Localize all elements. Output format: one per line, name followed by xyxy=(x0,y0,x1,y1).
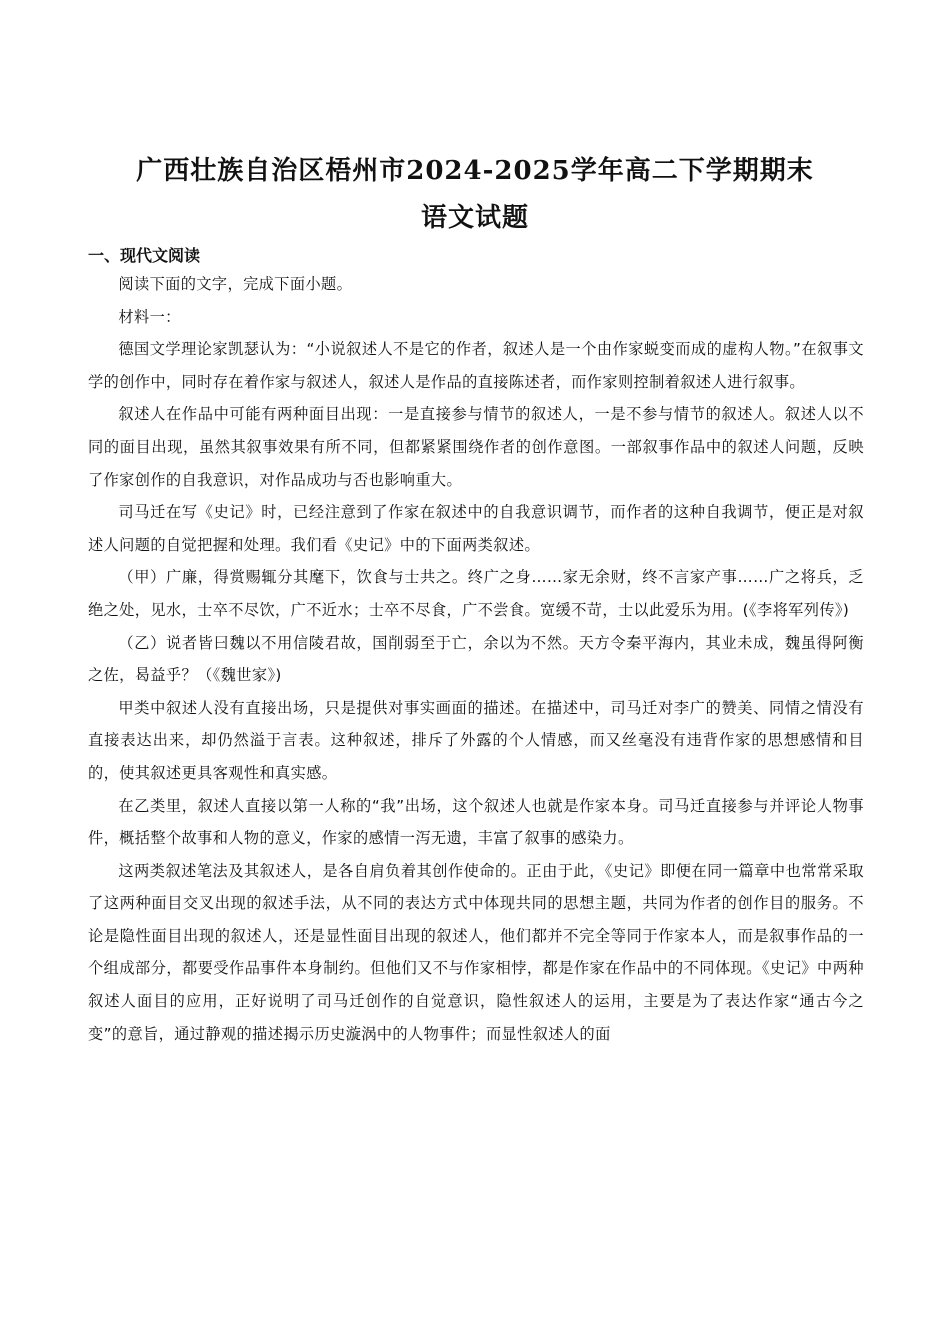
section-heading: 一、现代文阅读 xyxy=(88,246,201,265)
paragraph: 这两类叙述笔法及其叙述人，是各自肩负着其创作使命的。正由于此，《史记》即便在同一篇章中也常常采取了这两种面目交叉出现的叙述手法，从不同的表达方式中体现共同的思想主题，共同为作者的创作目的服务。不论是隐性面目出现的叙述人，还是显性面目出现的叙述人，他们都并不完全等同于作家本人，而是叙事作品的一个组成部分，都要受作品事件本身制约。但他们又不与作家相悖，都是作家在作品中的不同体现。《史记》中两种叙述人面目的应用，正好说明了司马迁创作的自觉意识，隐性叙述人的运用，主要是为了表达作家“通古今之变”的意旨，通过静观的描述揭示历史漩涡中的人物事件；而显性叙述人的面 xyxy=(88,861,864,1043)
paragraph-instruction: 阅读下面的文字，完成下面小题。 xyxy=(118,275,353,293)
reading-passage xyxy=(88,268,864,1050)
paragraph: 德国文学理论家凯瑟认为：“小说叙述人不是它的作者，叙述人是一个由作家蜕变而成的虚构人物。”在叙事文学的创作中，同时存在着作家与叙述人，叙述人是作品的直接陈述者，而作家则控制着叙述人进行叙事。 xyxy=(88,340,864,391)
paragraph: 司马迁在写《史记》时，已经注意到了作家在叙述中的自我意识调节，而作者的这种自我调节，便正是对叙述人问题的自觉把握和处理。我们看《史记》中的下面两类叙述。 xyxy=(88,503,864,554)
document-title-line1: 广西壮族自治区梧州市2024-2025学年高二下学期期末 xyxy=(136,156,814,186)
paragraph-quote-yi: （乙）说者皆曰魏以不用信陵君故，国削弱至于亡，余以为不然。天方令秦平海内，其业未成，魏虽得阿衡之佐，曷益乎？（《魏世家》) xyxy=(88,633,864,685)
document-title-line2: 语文试题 xyxy=(420,203,529,233)
paragraph-material-label: 材料一： xyxy=(118,307,181,326)
paragraph: 甲类中叙述人没有直接出场，只是提供对事实画面的描述。在描述中，司马迁对李广的赞美、同情之情没有直接表达出来，却仍然溢于言表。这种叙述，排斥了外露的个人情感，而又丝毫没有违背作家的思想感情和目的，使其叙述更具客观性和真实感。 xyxy=(88,698,864,782)
paragraph: 叙述人在作品中可能有两种面目出现：一是直接参与情节的叙述人，一是不参与情节的叙述人。叙述人以不同的面目出现，虽然其叙事效果有所不同，但都紧紧围绕作者的创作意图。一部叙事作品中的叙述人问题，反映了作家创作的自我意识，对作品成功与否也影响重大。 xyxy=(88,405,864,489)
paragraph-quote-jia: （甲）广廉，得赏赐辄分其麾下，饮食与士共之。终广之身……家无余财，终不言家产事……广之将兵，乏绝之处，见水，士卒不尽饮，广不近水；士卒不尽食，广不尝食。宽缓不苛，士以此爱乐为用。(《李将军列传》) xyxy=(88,568,864,619)
paragraph: 在乙类里，叙述人直接以第一人称的“我”出场，这个叙述人也就是作家本身。司马迁直接参与并评论人物事件，概括整个故事和人物的意义，作家的感情一泻无遗，丰富了叙事的感染力。 xyxy=(88,796,864,848)
